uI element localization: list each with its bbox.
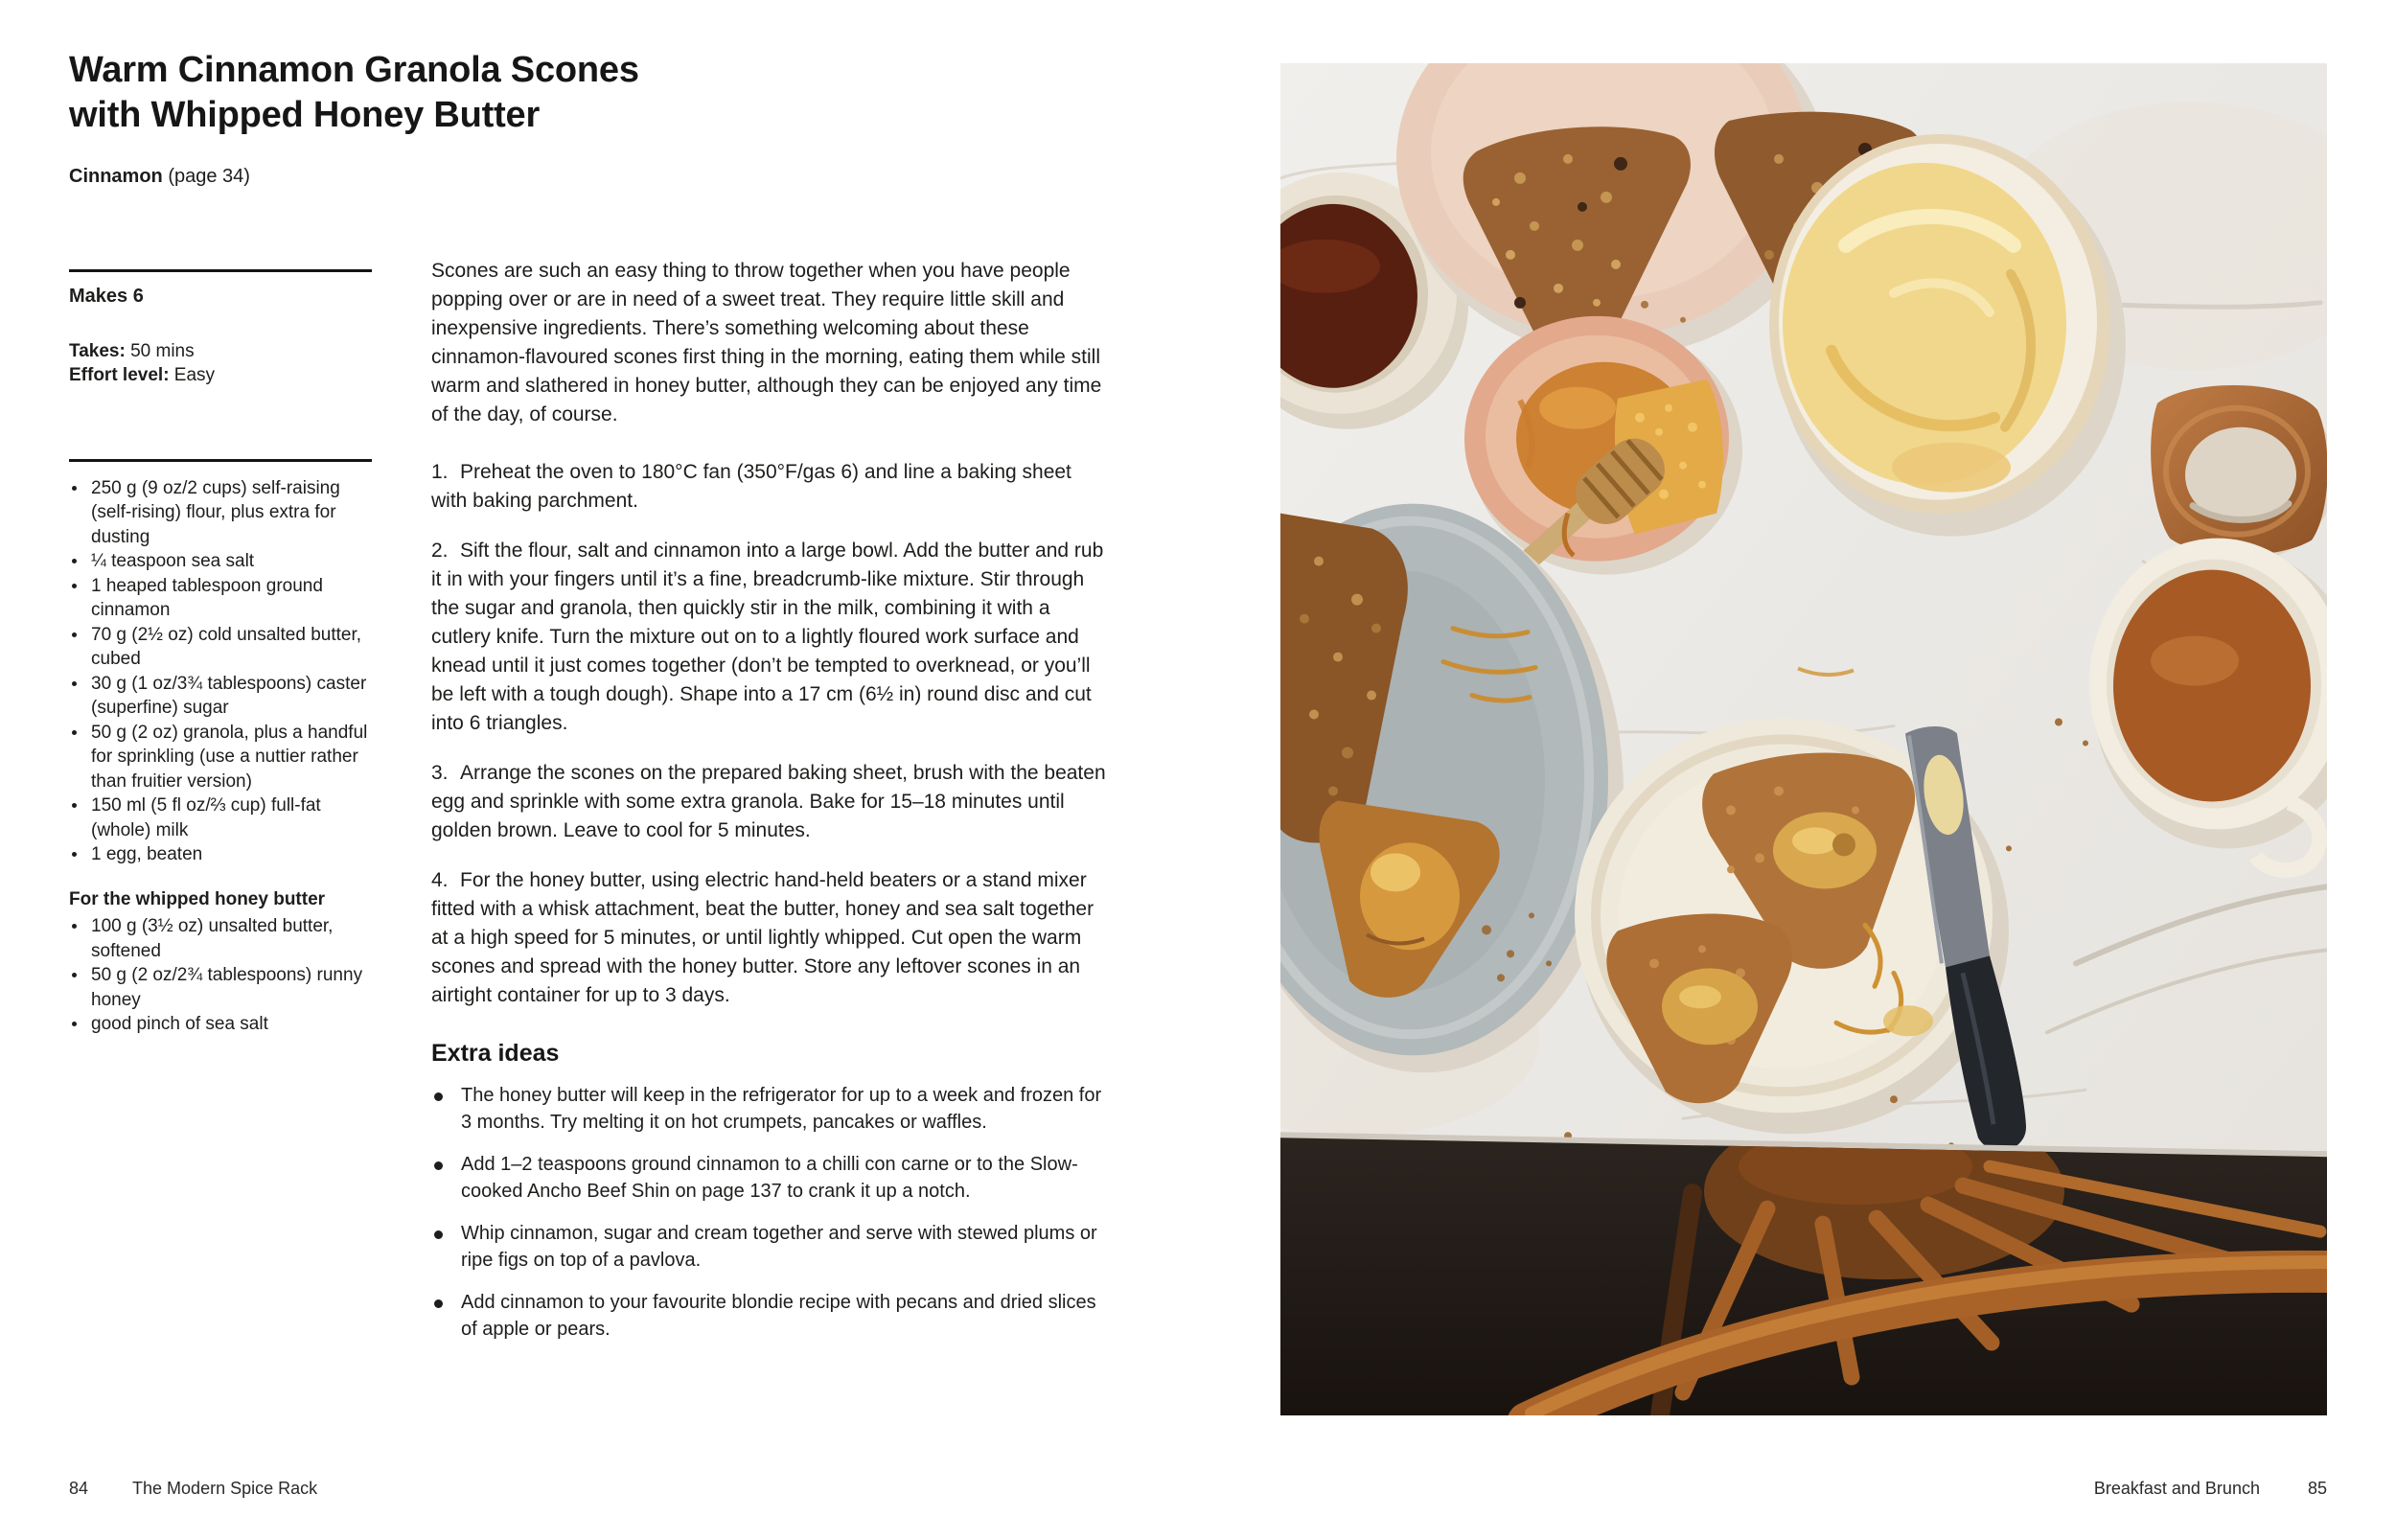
recipe-meta bbox=[69, 339, 372, 388]
ingredient-item: 70 g (2½ oz) cold unsalted butter, cubed bbox=[69, 623, 372, 672]
recipe-title bbox=[69, 48, 740, 138]
step-number: 2. bbox=[431, 540, 449, 562]
ingredient-item: ¼ teaspoon sea salt bbox=[69, 549, 372, 574]
extra-idea-item: Whip cinnamon, sugar and cream together and serve with stewed plums or ripe figs on top of a pavlova. bbox=[431, 1221, 1110, 1274]
method-step bbox=[431, 866, 1110, 1010]
ingredient-item: 1 heaped tablespoon ground cinnamon bbox=[69, 574, 372, 623]
takes-line bbox=[69, 339, 372, 364]
ingredient-item: 1 egg, beaten bbox=[69, 842, 372, 867]
effort-line bbox=[69, 363, 372, 388]
book-title: The Modern Spice Rack bbox=[132, 1479, 318, 1498]
extra-idea-item: Add cinnamon to your favourite blondie recipe with pecans and dried slices of apple or pears. bbox=[431, 1290, 1110, 1343]
ingredient-item: 50 g (2 oz) granola, plus a handful for sprinkling (use a nuttier rather than fruitier version) bbox=[69, 721, 372, 794]
method-step bbox=[431, 759, 1110, 845]
ingredient-item: good pinch of sea salt bbox=[69, 1012, 372, 1037]
step-text: Sift the flour, salt and cinnamon into a large bowl. Add the butter and rub it in with your fingers until it’s a fine, breadcrumb-like mixture. Stir through the sugar and granola, then quickly stir in the milk, combining it with a cutlery knife. Turn the mixture out on to a lightly floured work surface and knead until it just comes together (don’t be tempted to overknead, or you’ll be left with a tough dough). Shape into a 17 cm (6½ in) round disc and cut into 6 triangles. bbox=[431, 540, 1104, 734]
page-number-left: 84 bbox=[69, 1479, 89, 1498]
ingredient-item: 50 g (2 oz/2¾ tablespoons) runny honey bbox=[69, 963, 372, 1012]
subrecipe-ingredient-list bbox=[69, 914, 372, 1037]
extra-ideas-list bbox=[431, 1083, 1110, 1343]
milk-jug bbox=[2151, 385, 2327, 562]
footer-right bbox=[2094, 1478, 2327, 1499]
ingredient-item: 150 ml (5 fl oz/⅔ cup) full-fat (whole) milk bbox=[69, 793, 372, 842]
footer-left bbox=[69, 1478, 317, 1499]
step-text: Preheat the oven to 180°C fan (350°F/gas 6) and line a baking sheet with baking parchment. bbox=[431, 461, 1071, 512]
milky-coffee bbox=[2113, 570, 2311, 802]
method-step bbox=[431, 537, 1110, 738]
title-block bbox=[69, 48, 740, 188]
extra-ideas-heading: Extra ideas bbox=[431, 1040, 560, 1067]
step-number: 1. bbox=[431, 461, 449, 483]
extra-idea-item: Add 1–2 teaspoons ground cinnamon to a chilli con carne or to the Slow-cooked Ancho Beef Shin on page 137 to crank it up a notch. bbox=[431, 1152, 1110, 1205]
page-number-right: 85 bbox=[2307, 1479, 2327, 1498]
step-number: 3. bbox=[431, 762, 449, 784]
method-step bbox=[431, 458, 1110, 516]
ingredient-list bbox=[69, 476, 372, 867]
takes-label: Takes: bbox=[69, 340, 126, 361]
effort-label: Effort level: bbox=[69, 365, 170, 385]
recipe-photo-illustration bbox=[1280, 63, 2327, 1415]
spice-reference bbox=[69, 165, 740, 188]
yield-label: Makes 6 bbox=[69, 286, 144, 307]
ingredient-item: 30 g (1 oz/3¾ tablespoons) caster (superfine) sugar bbox=[69, 672, 372, 721]
section-divider bbox=[69, 269, 372, 272]
step-number: 4. bbox=[431, 869, 449, 891]
ingredient-item: 250 g (9 oz/2 cups) self-raising (self-rising) flour, plus extra for dusting bbox=[69, 476, 372, 550]
step-text: Arrange the scones on the prepared baking sheet, brush with the beaten egg and sprinkle with some extra granola. Bake for 15–18 minutes until golden brown. Leave to cool for 5 minutes. bbox=[431, 762, 1106, 841]
takes-value: 50 mins bbox=[125, 340, 195, 361]
extra-idea-item: The honey butter will keep in the refrigerator for up to a week and frozen for 3 months. Try melting it on hot crumpets, pancakes or waffles. bbox=[431, 1083, 1110, 1136]
spice-name: Cinnamon bbox=[69, 166, 163, 187]
effort-value: Easy bbox=[169, 365, 216, 385]
ingredient-item: 100 g (3½ oz) unsalted butter, softened bbox=[69, 914, 372, 963]
section-divider bbox=[69, 459, 372, 462]
spice-page-ref: (page 34) bbox=[162, 166, 250, 187]
method-column bbox=[431, 257, 1110, 1359]
chapter-title: Breakfast and Brunch bbox=[2093, 1479, 2260, 1498]
recipe-intro: Scones are such an easy thing to throw together when you have people popping over or are in need of a sweet treat. They require little skill and inexpensive ingredients. There’s something welcoming about these cinnamon-flavoured scones first thing in the morning, eating them while still warm and slathered in honey butter, although they can be enjoyed any time of the day, of course. bbox=[431, 260, 1102, 425]
recipe-photo bbox=[1280, 63, 2327, 1415]
ingredients-sidebar bbox=[69, 269, 372, 1037]
subrecipe-heading: For the whipped honey butter bbox=[69, 888, 326, 909]
recipe-title-line1: Warm Cinnamon Granola Scones bbox=[69, 50, 639, 90]
recipe-title-line2: with Whipped Honey Butter bbox=[69, 95, 541, 135]
step-text: For the honey butter, using electric hand-held beaters or a stand mixer fitted with a whisk attachment, beat the butter, honey and sea salt together at a high speed for 5 minutes, or until lightly whipped. Cut open the warm scones and spread with the honey butter. Store any leftover scones in an airtight container for up to 3 days. bbox=[431, 869, 1094, 1006]
